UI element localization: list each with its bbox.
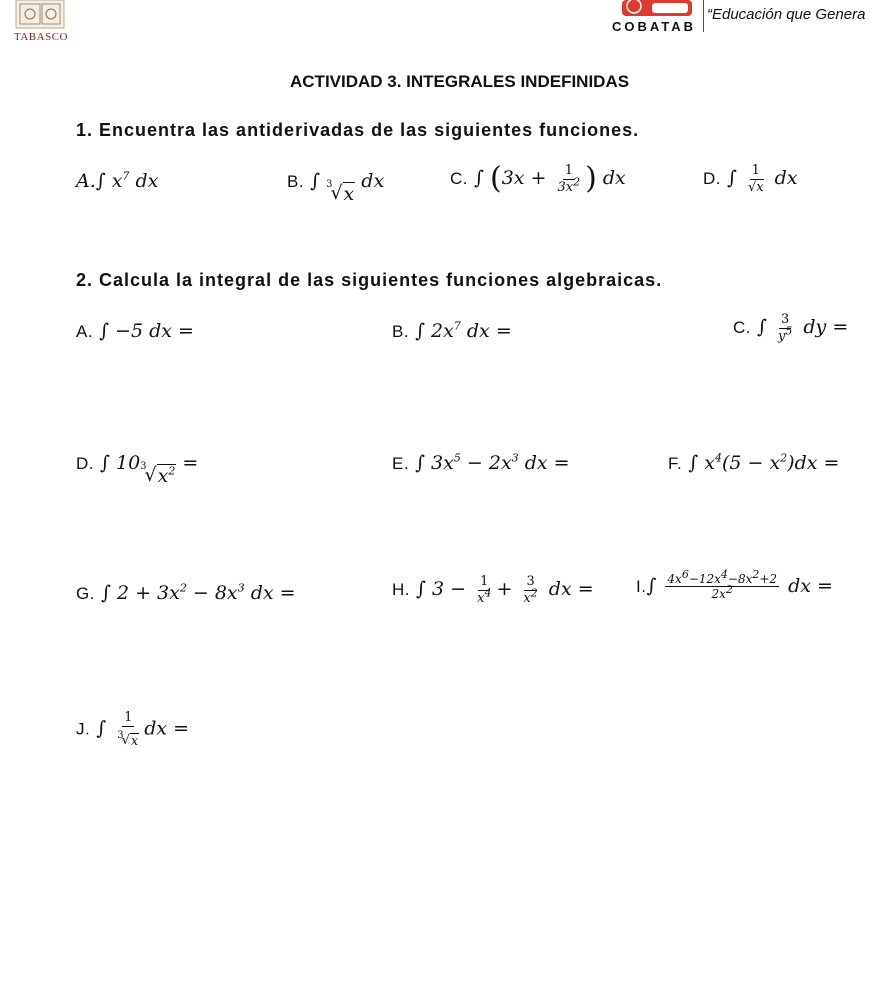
tabasco-logo [14,0,66,35]
s2-item-g-label: G. [76,584,95,603]
s1-c-text: ∫ (3x + 1/(3x²)) dx [145,801,230,813]
s2-d-text: ∫ 10∛(x²) = [424,801,476,813]
s1-item-a: A.∫ $x^7$ dx [76,169,159,192]
s1-b-text: ∫ ∛x dx [109,801,143,813]
s1-item-c-label: C. [450,169,468,189]
s2-item-b: B. ∫ $2x^7$ dx = [392,319,512,342]
header-divider [703,0,704,32]
s2-item-h: H. ∫ 3 − $\frac{1}{x^4}$ + $\frac{3}{x^2}$ dx = [392,574,594,606]
s2-item-h-label: H. [392,580,410,600]
s1-item-a-label: A. [76,170,96,192]
s2-item-a: A. ∫ −5 dx = [76,320,194,342]
s1-item-d: D. ∫ $\frac{1}{√x}$ dx [703,163,798,195]
s2-item-i: I.∫ $\frac{4x^6-12x^4-8x^2+2}{2x^2}$ dx = [636,568,833,602]
slogan: “Educación que Genera [707,6,866,23]
s1-item-b: B. ∫ 3 √ x dx [287,170,385,205]
s1-item-d-label: D. [703,169,721,189]
s2-item-f-label: F. [668,454,683,473]
s2-item-c: C. ∫ $\frac{3}{y^5}$ dy = [733,312,849,344]
s2-item-d-label: D. [76,454,94,473]
s2-item-d: D. ∫ 10 3 √ $x^2$ = [76,452,199,487]
tabasco-label: TABASCO [14,31,68,43]
s2-a-text: ∫ −5 dx = [277,801,320,813]
s2-item-j: J. ∫ 1 3 √ x dx = [76,710,190,749]
s2-b-text: ∫ 2x⁷ dx = [323,801,369,813]
s2-h-text: ∫ 3 − 1/x⁴ + 3/x² dx = [76,801,771,827]
s1-item-b-label: B. [287,172,305,191]
s2-item-j-label: J. [76,719,91,739]
s2-c-text: ∫ 3/y⁵ dy = [371,801,422,813]
section1-heading: 1. Encuentra las antiderivadas de las siguientes funciones. [76,120,640,140]
s2-item-c-label: C. [733,318,751,338]
expression-text-list [76,800,776,828]
s2-item-b-label: B. [392,322,410,341]
s2-item-e: E. ∫ $3x^5 - 2x^3$ dx = [392,451,570,474]
page-title: ACTIVIDAD 3. INTEGRALES INDEFINIDAS [290,72,630,91]
cobatab-label: COBATAB [612,19,697,34]
coat-of-arms-icon [14,0,66,30]
section2-heading: 2. Calcula la integral de las siguientes funciones algebraicas. [76,270,663,290]
s2-e-text: ∫ 3x⁵ − 2x³ dx = [478,801,554,813]
s2-item-e-label: E. [392,454,410,473]
s2-item-a-label: A. [76,322,94,341]
cobatab-logo-icon [612,0,704,18]
s2-item-i-label: I. [636,576,647,596]
s2-g-text: ∫ 2 + 3x² − 8x³ dx = [631,801,724,813]
s2-item-g: G. ∫ $2 + 3x^2 - 8x^3$ dx = [76,581,296,604]
s1-item-c: C. ∫ (3x + $\frac{1}{3x^2}$ ) dx [450,161,626,197]
s2-j-text: ∫ 1/∛x dx = [294,815,347,827]
s2-i-text: ∫ (4x⁶ − 12x⁴ − 8x² + 2)/(2x²) dx = [131,815,292,827]
s2-f-text: ∫ x⁴(5 − x²)dx = [556,801,629,813]
s1-d-text: ∫ 1/√x dx [232,801,275,813]
s1-a-text: ∫ x⁷ dx [76,801,107,813]
s2-item-f: F. ∫ $x^4(5 - x^2)dx$ = [668,451,840,474]
